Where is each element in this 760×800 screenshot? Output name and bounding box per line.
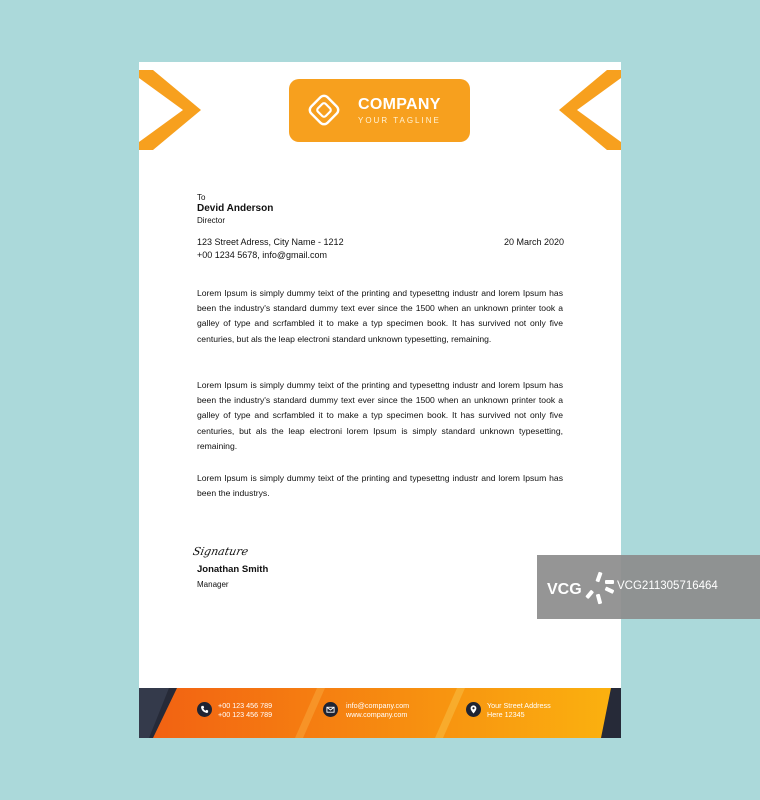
letterhead-page (139, 62, 621, 738)
footer-phone-1: +00 123 456 789 (218, 701, 273, 710)
recipient-name: Devid Anderson (197, 203, 274, 214)
company-name: COMPANY (358, 96, 441, 113)
handwritten-signature (191, 538, 250, 562)
body-paragraph-1: Lorem Ipsum is simply dummy teixt of the printing and typesettng industr and lorem Ipsum has been the industry's standard dummy text ever since the 1500 when an unknown printer took a galley of type and scrfambled it to make a typ specimen book. It has survived not only five centuries, but als the leap electroni standard unknown typesetting, remaining. (197, 288, 563, 344)
signer-name: Jonathan Smith (197, 564, 269, 575)
signature-script: Signature (191, 545, 250, 558)
footer-street: Your Street Address (487, 701, 551, 710)
footer-postcode: Here 12345 (487, 710, 525, 719)
company-tagline: YOUR TAGLINE (358, 116, 441, 125)
diamond-logo-icon (306, 92, 342, 128)
body-paragraph-2: Lorem Ipsum is simply dummy teixt of the printing and typesettng industr and lorem Ipsum has been the industry's standard dummy text ever since the 1500 when an unknown printer took a galley of type and scrfambled it to make a typ specimen book. It has survived not only five centuries, but als the leap electroni lorem Ipsum is simply standard unknown typesetting, remaining. (197, 380, 563, 451)
footer-phone-2: +00 123 456 789 (218, 710, 273, 719)
signer-title: Manager (197, 580, 229, 589)
footer-website: www.company.com (346, 710, 408, 719)
vcg-brand-text: VCG (547, 581, 582, 598)
recipient-title: Director (197, 216, 226, 225)
sender-contact: +00 1234 5678, info@gmail.com (197, 250, 327, 260)
watermark-id: VCG211305716464 (617, 580, 718, 592)
footer-band (139, 688, 621, 738)
company-logo (289, 79, 470, 142)
location-pin-icon (466, 702, 481, 717)
vcg-logo (545, 568, 615, 606)
left-corner-chevron (139, 70, 201, 156)
body-paragraph-3: Lorem Ipsum is simply dummy teixt of the printing and typesettng industr and lorem Ipsum has been the industrys. (197, 473, 563, 499)
mail-icon (323, 702, 338, 717)
sender-address: 123 Street Adress, City Name - 1212 (197, 237, 344, 247)
letter-date: 20 March 2020 (503, 237, 564, 247)
phone-icon (197, 702, 212, 717)
vcg-watermark (537, 555, 760, 619)
recipient-prefix: To (197, 193, 206, 202)
footer-email: info@company.com (346, 701, 410, 710)
right-corner-chevron (559, 70, 621, 156)
